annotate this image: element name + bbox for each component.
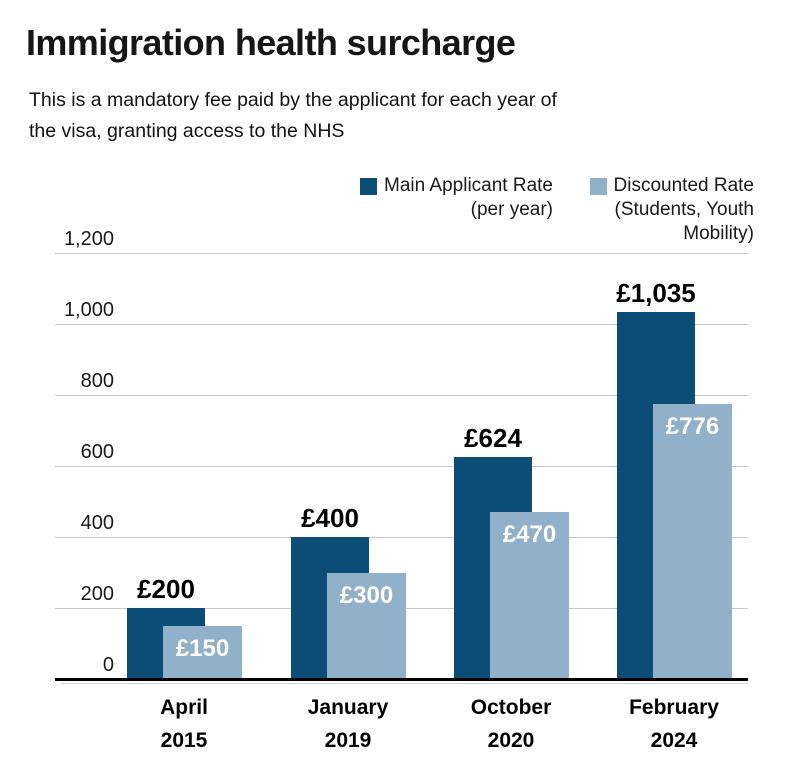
x-axis-label-line: 2019 (324, 729, 372, 752)
y-tick-label: 1,000 (63, 299, 114, 321)
subtitle-line-1: This is a mandatory fee paid by the applicant for each year of (29, 89, 557, 111)
legend-label-line: Main Applicant Rate (384, 175, 553, 196)
bar-value-label-main: £200 (137, 574, 195, 604)
legend-label-line: (per year) (470, 199, 553, 220)
bar-discounted (653, 404, 732, 679)
y-tick-label: 200 (80, 583, 114, 605)
x-axis-label-line: 2024 (650, 729, 698, 752)
legend-label-line: Mobility) (683, 223, 754, 244)
y-tick-label: 800 (80, 370, 114, 392)
x-axis-label-line: 2015 (160, 729, 208, 752)
x-axis-label-line: April (160, 696, 208, 719)
x-axis-line-shadow (61, 683, 748, 684)
x-axis-label (104, 691, 264, 757)
y-tick-label: 600 (80, 441, 114, 463)
bar-value-label-main: £1,035 (616, 277, 696, 308)
gridline (55, 253, 748, 254)
y-tick-label: 1,200 (63, 228, 114, 250)
x-axis-label-line: February (629, 696, 719, 719)
x-axis-label-line: January (307, 696, 389, 719)
chart-title: Immigration health surcharge (26, 22, 516, 63)
y-tick-label: 400 (80, 512, 114, 534)
bar-value-label-discounted: £300 (339, 581, 394, 609)
bar-value-label-discounted: £150 (175, 634, 230, 662)
bar-value-label-main: £400 (301, 503, 359, 533)
x-axis-label-line: October (470, 696, 552, 719)
bar-value-label-discounted: £776 (665, 412, 720, 440)
y-tick-label: 0 (102, 654, 114, 676)
legend-label-line: (Students, Youth (614, 199, 754, 220)
subtitle-line-2: the visa, granting access to the NHS (29, 120, 345, 142)
bar-value-label-main: £624 (464, 423, 522, 454)
x-axis-label-line: 2020 (487, 729, 535, 752)
x-axis-line (55, 678, 748, 681)
x-axis-label (268, 691, 428, 757)
bar-value-label-discounted: £470 (502, 521, 557, 549)
x-axis-label (431, 691, 591, 757)
legend-label-line: Discounted Rate (613, 175, 754, 196)
x-axis-label (594, 691, 754, 757)
